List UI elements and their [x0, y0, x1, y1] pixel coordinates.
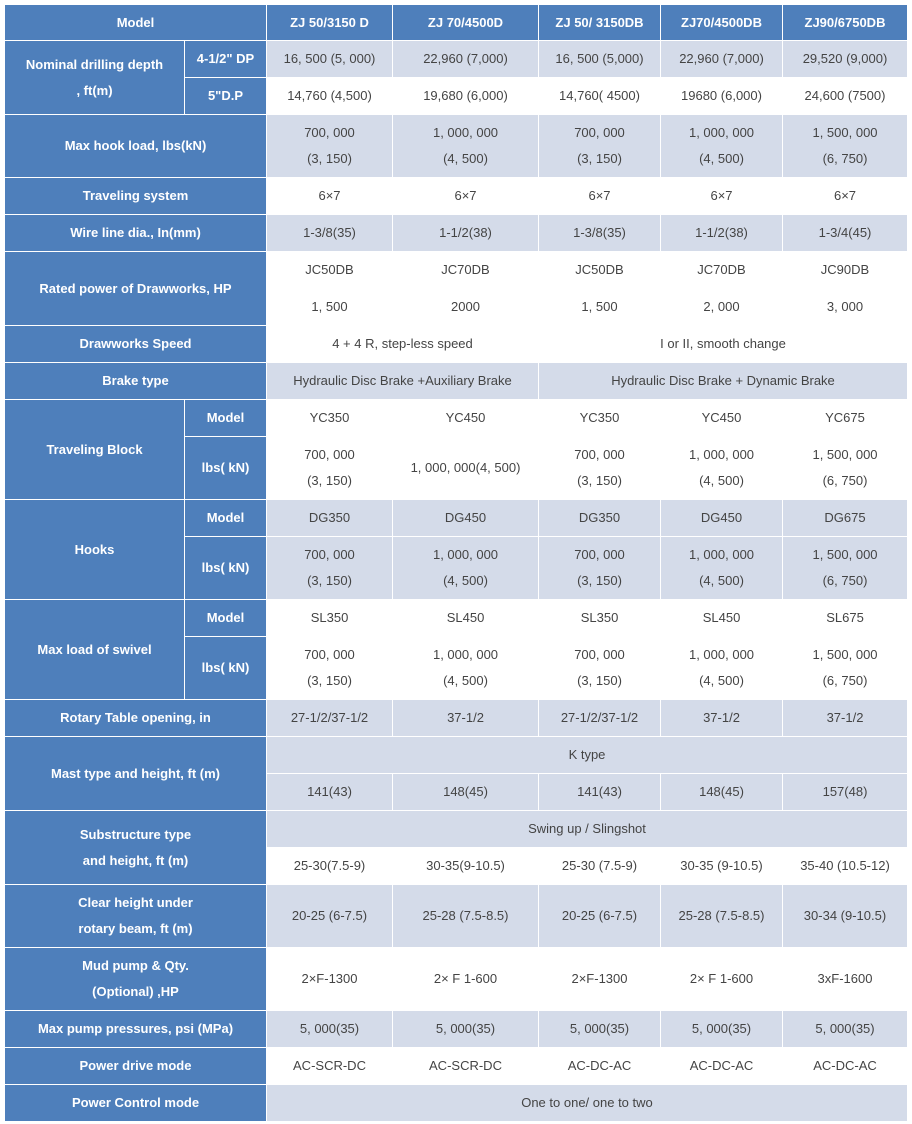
rotary-table-value-5: 37-1/2 [783, 700, 908, 737]
substructure-row-1 [5, 811, 908, 848]
mast-height-1: 141(43) [267, 774, 393, 811]
mast-height-3: 141(43) [539, 774, 661, 811]
swivel-load-5: 1, 500, 000 (6, 750) [783, 637, 908, 700]
dp5-sub-label: 5"D.P [185, 78, 267, 115]
clear-height-row [5, 885, 908, 948]
dp5-value-4: 19680 (6,000) [661, 78, 783, 115]
mud-pump-label-line2: (Optional) ,HP [92, 984, 179, 999]
power-control-label: Power Control mode [5, 1085, 267, 1122]
max-hook-load-value-2: 1, 000, 000 (4, 500) [393, 115, 539, 178]
swivel-model-sub: Model [185, 600, 267, 637]
traveling-block-load-5: 1, 500, 000 (6, 750) [783, 437, 908, 500]
mast-height-2: 148(45) [393, 774, 539, 811]
mud-pump-label [5, 948, 267, 1011]
power-drive-value-2: AC-SCR-DC [393, 1048, 539, 1085]
swivel-model-2: SL450 [393, 600, 539, 637]
hooks-load-2: 1, 000, 000 (4, 500) [393, 537, 539, 600]
max-hook-load-label: Max hook load, lbs(kN) [5, 115, 267, 178]
mud-pump-value-1: 2×F-1300 [267, 948, 393, 1011]
dp5-value-3: 14,760( 4500) [539, 78, 661, 115]
max-hook-load-value-1: 700, 000 (3, 150) [267, 115, 393, 178]
wire-line-value-5: 1-3/4(45) [783, 215, 908, 252]
wire-line-value-3: 1-3/8(35) [539, 215, 661, 252]
rated-power-hp-5: 3, 000 [783, 289, 908, 326]
power-drive-value-1: AC-SCR-DC [267, 1048, 393, 1085]
nominal-depth-row-1 [5, 41, 908, 78]
clear-height-label-line1: Clear height under [78, 895, 193, 910]
max-pump-pressure-value-2: 5, 000(35) [393, 1011, 539, 1048]
dp45-value-3: 16, 500 (5,000) [539, 41, 661, 78]
nominal-depth-label [5, 41, 185, 115]
substructure-type: Swing up / Slingshot [267, 811, 908, 848]
drawworks-speed-right: I or II, smooth change [539, 326, 908, 363]
max-hook-load-value-5: 1, 500, 000 (6, 750) [783, 115, 908, 178]
wire-line-value-1: 1-3/8(35) [267, 215, 393, 252]
dp5-value-1: 14,760 (4,500) [267, 78, 393, 115]
substructure-height-3: 25-30 (7.5-9) [539, 848, 661, 885]
power-drive-value-5: AC-DC-AC [783, 1048, 908, 1085]
swivel-label: Max load of swivel [5, 600, 185, 700]
mast-height-5: 157(48) [783, 774, 908, 811]
rated-power-model-4: JC70DB [661, 252, 783, 289]
rated-power-model-1: JC50DB [267, 252, 393, 289]
swivel-load-2: 1, 000, 000 (4, 500) [393, 637, 539, 700]
traveling-block-model-sub: Model [185, 400, 267, 437]
hooks-model-4: DG450 [661, 500, 783, 537]
power-drive-row [5, 1048, 908, 1085]
traveling-block-load-3: 700, 000 (3, 150) [539, 437, 661, 500]
traveling-system-value-2: 6×7 [393, 178, 539, 215]
traveling-block-load-2: 1, 000, 000(4, 500) [393, 437, 539, 500]
wire-line-value-2: 1-1/2(38) [393, 215, 539, 252]
traveling-block-load-4: 1, 000, 000 (4, 500) [661, 437, 783, 500]
traveling-block-label: Traveling Block [5, 400, 185, 500]
rated-power-model-3: JC50DB [539, 252, 661, 289]
drawworks-speed-label: Drawworks Speed [5, 326, 267, 363]
mud-pump-value-2: 2× F 1-600 [393, 948, 539, 1011]
swivel-load-sub: lbs( kN) [185, 637, 267, 700]
traveling-system-value-5: 6×7 [783, 178, 908, 215]
model-col-4: ZJ70/4500DB [661, 5, 783, 41]
traveling-block-model-5: YC675 [783, 400, 908, 437]
swivel-model-3: SL350 [539, 600, 661, 637]
rated-power-hp-3: 1, 500 [539, 289, 661, 326]
model-col-2: ZJ 70/4500D [393, 5, 539, 41]
max-pump-pressure-value-4: 5, 000(35) [661, 1011, 783, 1048]
max-pump-pressure-value-5: 5, 000(35) [783, 1011, 908, 1048]
mast-label: Mast type and height, ft (m) [5, 737, 267, 811]
mud-pump-value-5: 3xF-1600 [783, 948, 908, 1011]
substructure-label-line1: Substructure type [79, 826, 192, 842]
mud-pump-value-4: 2× F 1-600 [661, 948, 783, 1011]
swivel-load-3: 700, 000 (3, 150) [539, 637, 661, 700]
power-control-row [5, 1085, 908, 1122]
hooks-load-5: 1, 500, 000 (6, 750) [783, 537, 908, 600]
wire-line-row [5, 215, 908, 252]
rotary-table-label: Rotary Table opening, in [5, 700, 267, 737]
dp45-value-4: 22,960 (7,000) [661, 41, 783, 78]
traveling-block-load-1: 700, 000 (3, 150) [267, 437, 393, 500]
swivel-model-4: SL450 [661, 600, 783, 637]
substructure-label [5, 811, 267, 885]
mast-row-1 [5, 737, 908, 774]
hooks-load-3: 700, 000 (3, 150) [539, 537, 661, 600]
rotary-table-value-2: 37-1/2 [393, 700, 539, 737]
rated-power-hp-2: 2000 [393, 289, 539, 326]
model-col-3: ZJ 50/ 3150DB [539, 5, 661, 41]
substructure-height-1: 25-30(7.5-9) [267, 848, 393, 885]
max-hook-load-row [5, 115, 908, 178]
rotary-table-value-4: 37-1/2 [661, 700, 783, 737]
hooks-load-4: 1, 000, 000 (4, 500) [661, 537, 783, 600]
power-drive-label: Power drive mode [5, 1048, 267, 1085]
rotary-table-row [5, 700, 908, 737]
model-col-5: ZJ90/6750DB [783, 5, 908, 41]
hooks-row-1 [5, 500, 908, 537]
clear-height-value-2: 25-28 (7.5-8.5) [393, 885, 539, 948]
max-hook-load-value-3: 700, 000 (3, 150) [539, 115, 661, 178]
mud-pump-value-3: 2×F-1300 [539, 948, 661, 1011]
traveling-system-label: Traveling system [5, 178, 267, 215]
swivel-model-5: SL675 [783, 600, 908, 637]
traveling-block-row-1 [5, 400, 908, 437]
clear-height-value-4: 25-28 (7.5-8.5) [661, 885, 783, 948]
traveling-block-model-2: YC450 [393, 400, 539, 437]
mud-pump-label-line1: Mud pump & Qty. [82, 958, 189, 973]
rated-power-hp-4: 2, 000 [661, 289, 783, 326]
wire-line-value-4: 1-1/2(38) [661, 215, 783, 252]
hooks-model-2: DG450 [393, 500, 539, 537]
model-header: Model [5, 5, 267, 41]
clear-height-label [5, 885, 267, 948]
traveling-block-model-4: YC450 [661, 400, 783, 437]
mud-pump-row [5, 948, 908, 1011]
dp45-value-5: 29,520 (9,000) [783, 41, 908, 78]
rated-power-model-2: JC70DB [393, 252, 539, 289]
hooks-load-sub: lbs( kN) [185, 537, 267, 600]
hooks-label: Hooks [5, 500, 185, 600]
brake-type-row [5, 363, 908, 400]
substructure-height-4: 30-35 (9-10.5) [661, 848, 783, 885]
traveling-system-value-1: 6×7 [267, 178, 393, 215]
substructure-height-5: 35-40 (10.5-12) [783, 848, 908, 885]
substructure-label-line2: and height, ft (m) [82, 852, 189, 868]
rated-power-label: Rated power of Drawworks, HP [5, 252, 267, 326]
nominal-depth-label-line1: Nominal drilling depth [25, 56, 164, 72]
hooks-model-1: DG350 [267, 500, 393, 537]
drawworks-speed-left: 4 + 4 R, step-less speed [267, 326, 539, 363]
rated-power-row-1 [5, 252, 908, 289]
max-pump-pressure-label: Max pump pressures, psi (MPa) [5, 1011, 267, 1048]
brake-type-right: Hydraulic Disc Brake + Dynamic Brake [539, 363, 908, 400]
max-pump-pressure-row [5, 1011, 908, 1048]
dp5-value-2: 19,680 (6,000) [393, 78, 539, 115]
clear-height-value-1: 20-25 (6-7.5) [267, 885, 393, 948]
hooks-model-3: DG350 [539, 500, 661, 537]
traveling-block-load-sub: lbs( kN) [185, 437, 267, 500]
rotary-table-value-1: 27-1/2/37-1/2 [267, 700, 393, 737]
brake-type-left: Hydraulic Disc Brake +Auxiliary Brake [267, 363, 539, 400]
rotary-table-value-3: 27-1/2/37-1/2 [539, 700, 661, 737]
spec-table [4, 4, 908, 1122]
dp45-value-2: 22,960 (7,000) [393, 41, 539, 78]
mast-type: K type [267, 737, 908, 774]
power-control-value: One to one/ one to two [267, 1085, 908, 1122]
dp5-value-5: 24,600 (7500) [783, 78, 908, 115]
wire-line-label: Wire line dia., In(mm) [5, 215, 267, 252]
hooks-model-sub: Model [185, 500, 267, 537]
traveling-system-row [5, 178, 908, 215]
power-drive-value-4: AC-DC-AC [661, 1048, 783, 1085]
clear-height-label-line2: rotary beam, ft (m) [78, 921, 193, 936]
rated-power-hp-1: 1, 500 [267, 289, 393, 326]
substructure-height-2: 30-35(9-10.5) [393, 848, 539, 885]
brake-type-label: Brake type [5, 363, 267, 400]
mast-height-4: 148(45) [661, 774, 783, 811]
max-pump-pressure-value-3: 5, 000(35) [539, 1011, 661, 1048]
dp45-value-1: 16, 500 (5, 000) [267, 41, 393, 78]
model-col-1: ZJ 50/3150 D [267, 5, 393, 41]
swivel-load-1: 700, 000 (3, 150) [267, 637, 393, 700]
traveling-system-value-4: 6×7 [661, 178, 783, 215]
traveling-system-value-3: 6×7 [539, 178, 661, 215]
max-pump-pressure-value-1: 5, 000(35) [267, 1011, 393, 1048]
header-row [5, 5, 908, 41]
drawworks-speed-row [5, 326, 908, 363]
swivel-row-1 [5, 600, 908, 637]
swivel-model-1: SL350 [267, 600, 393, 637]
nominal-depth-label-line2: , ft(m) [76, 82, 113, 98]
hooks-model-5: DG675 [783, 500, 908, 537]
clear-height-value-3: 20-25 (6-7.5) [539, 885, 661, 948]
traveling-block-model-1: YC350 [267, 400, 393, 437]
hooks-load-1: 700, 000 (3, 150) [267, 537, 393, 600]
rated-power-model-5: JC90DB [783, 252, 908, 289]
swivel-load-4: 1, 000, 000 (4, 500) [661, 637, 783, 700]
dp45-sub-label: 4-1/2" DP [185, 41, 267, 78]
power-drive-value-3: AC-DC-AC [539, 1048, 661, 1085]
max-hook-load-value-4: 1, 000, 000 (4, 500) [661, 115, 783, 178]
traveling-block-model-3: YC350 [539, 400, 661, 437]
clear-height-value-5: 30-34 (9-10.5) [783, 885, 908, 948]
